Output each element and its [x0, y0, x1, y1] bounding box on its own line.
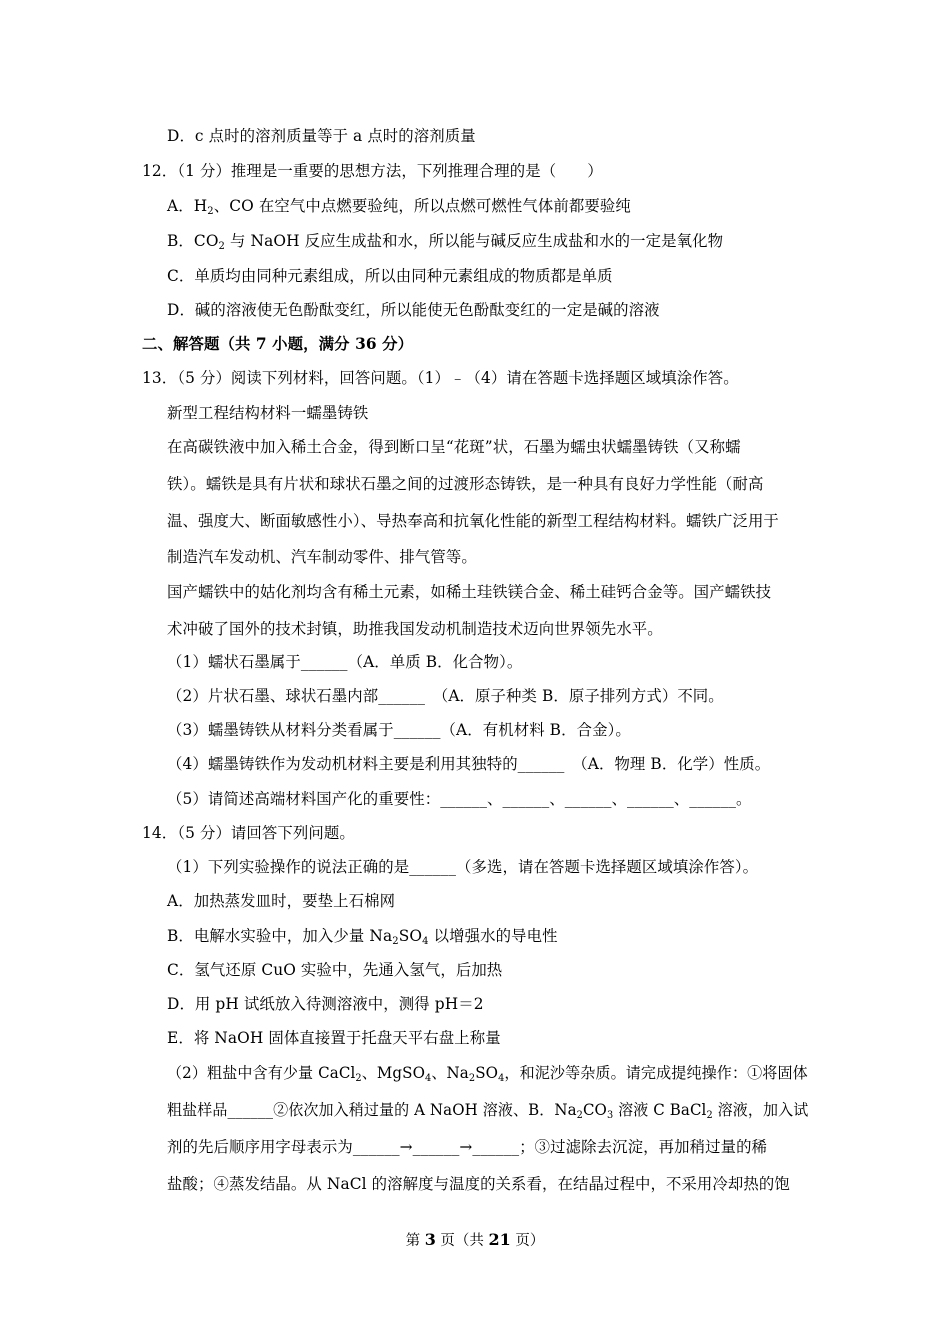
footer-prefix: 第	[405, 1233, 425, 1249]
material-paragraph-2-line-2: 术冲破了国外的技术封镇，助推我国发动机制造技术迈向世界领先水平。	[167, 620, 663, 638]
question-13-stem: 13．（5 分）阅读下列材料，回答问题。（1）﹣（4）请在答题卡选择题区域填涂作答。	[142, 369, 739, 387]
material-title: 新型工程结构材料一蠕墨铸铁	[167, 404, 369, 422]
question-14-part-2-line-1: （2）粗盐中含有少量 CaCl$_2$、MgSO$_4$、$Na_2SO_4$，和泥沙等杂质。请完成提纯操作：①将固体	[167, 1064, 808, 1084]
question-13-part-1: （1）蠕状石墨属于______（A．单质 B．化合物）。	[167, 653, 523, 671]
question-14-stem: 14．（5 分）请回答下列问题。	[142, 824, 355, 842]
page-footer	[0, 1230, 950, 1251]
material-paragraph-1-line-4: 制造汽车发动机、汽车制动零件、排气管等。	[167, 548, 477, 566]
footer-suffix: 页）	[510, 1233, 545, 1249]
total-pages: 21	[488, 1230, 511, 1249]
question-13-part-5: （5）请简述高端材料国产化的重要性：______、______、______、______、______。	[167, 790, 752, 808]
option-11d: D．c 点时的溶剂质量等于 a 点时的溶剂质量	[167, 127, 476, 145]
option-12a: A．$H_2$、CO 在空气中点燃要验纯，所以点燃可燃性气体前都要验纯	[167, 197, 631, 217]
option-14b: B．电解水实验中，加入少量 $Na_2SO_4$ 以增强水的导电性	[167, 927, 558, 947]
material-paragraph-1-line-2: 铁）。蠕铁是具有片状和球状石墨之间的过渡形态铸铁，是一种具有良好力学性能（耐高	[167, 475, 764, 493]
option-12d: D．碱的溶液使无色酚酞变红，所以能使无色酚酞变红的一定是碱的溶液	[167, 301, 660, 319]
question-13-part-4: （4）蠕墨铸铁作为发动机材料主要是利用其独特的______ （A．物理 B．化学）性质。	[167, 755, 771, 773]
question-13-part-3: （3）蠕墨铸铁从材料分类看属于______（A．有机材料 B．合金）。	[167, 721, 631, 739]
footer-middle: 页（共	[435, 1233, 489, 1249]
question-14-part-2-line-4: 盐酸；④蒸发结晶。从 NaCl 的溶解度与温度的关系看，在结晶过程中，不采用冷却热的饱	[167, 1175, 790, 1193]
option-14a: A．加热蒸发皿时，要垫上石棉网	[167, 892, 396, 910]
question-12-stem: 12．（1 分）推理是一重要的思想方法，下列推理合理的是（ ）	[142, 162, 603, 180]
option-12c: C．单质均由同种元素组成，所以由同种元素组成的物质都是单质	[167, 267, 613, 285]
option-14e: E．将 NaOH 固体直接置于托盘天平右盘上称量	[167, 1029, 501, 1047]
option-12b: B．$CO_2$ 与 NaOH 反应生成盐和水，所以能与碱反应生成盐和水的一定是氧化物	[167, 232, 724, 252]
question-13-part-2: （2）片状石墨、球状石墨内部______ （A．原子种类 B．原子排列方式）不同。	[167, 687, 724, 705]
question-14-part-1: （1）下列实验操作的说法正确的是______（多选，请在答题卡选择题区域填涂作答）。	[167, 858, 759, 876]
material-paragraph-2-line-1: 国产蠕铁中的姑化剂均含有稀土元素，如稀土珪铁镁合金、稀土硅钙合金等。国产蠕铁技	[167, 583, 772, 601]
option-14c: C．氢气还原 CuO 实验中，先通入氢气，后加热	[167, 961, 503, 979]
page-number: 3	[424, 1230, 436, 1249]
material-paragraph-1-line-3: 温、强度大、断面敏感性小）、导热奉高和抗氧化性能的新型工程结构材料。蠕铁广泛用于	[167, 512, 779, 530]
question-14-part-2-line-3: 剂的先后顺序用字母表示为______→______→______；③过滤除去沉淀，再加稍过量的稀	[167, 1138, 768, 1156]
option-14d: D．用 pH 试纸放入待测溶液中，测得 pH＝2	[167, 995, 484, 1013]
material-paragraph-1-line-1: 在高碳铁液中加入稀土合金，得到断口呈“花斑”状，石墨为蠕虫状蠕墨铸铁（又称蠕	[167, 438, 741, 456]
question-14-part-2-line-2: 粗盐样品______②依次加入稍过量的 A NaOH 溶液、B．$Na_2CO_3$ 溶液 C BaCl$_2$ 溶液，加入试	[167, 1101, 809, 1121]
section-heading: 二、解答题（共 7 小题，满分 36 分）	[142, 335, 414, 353]
